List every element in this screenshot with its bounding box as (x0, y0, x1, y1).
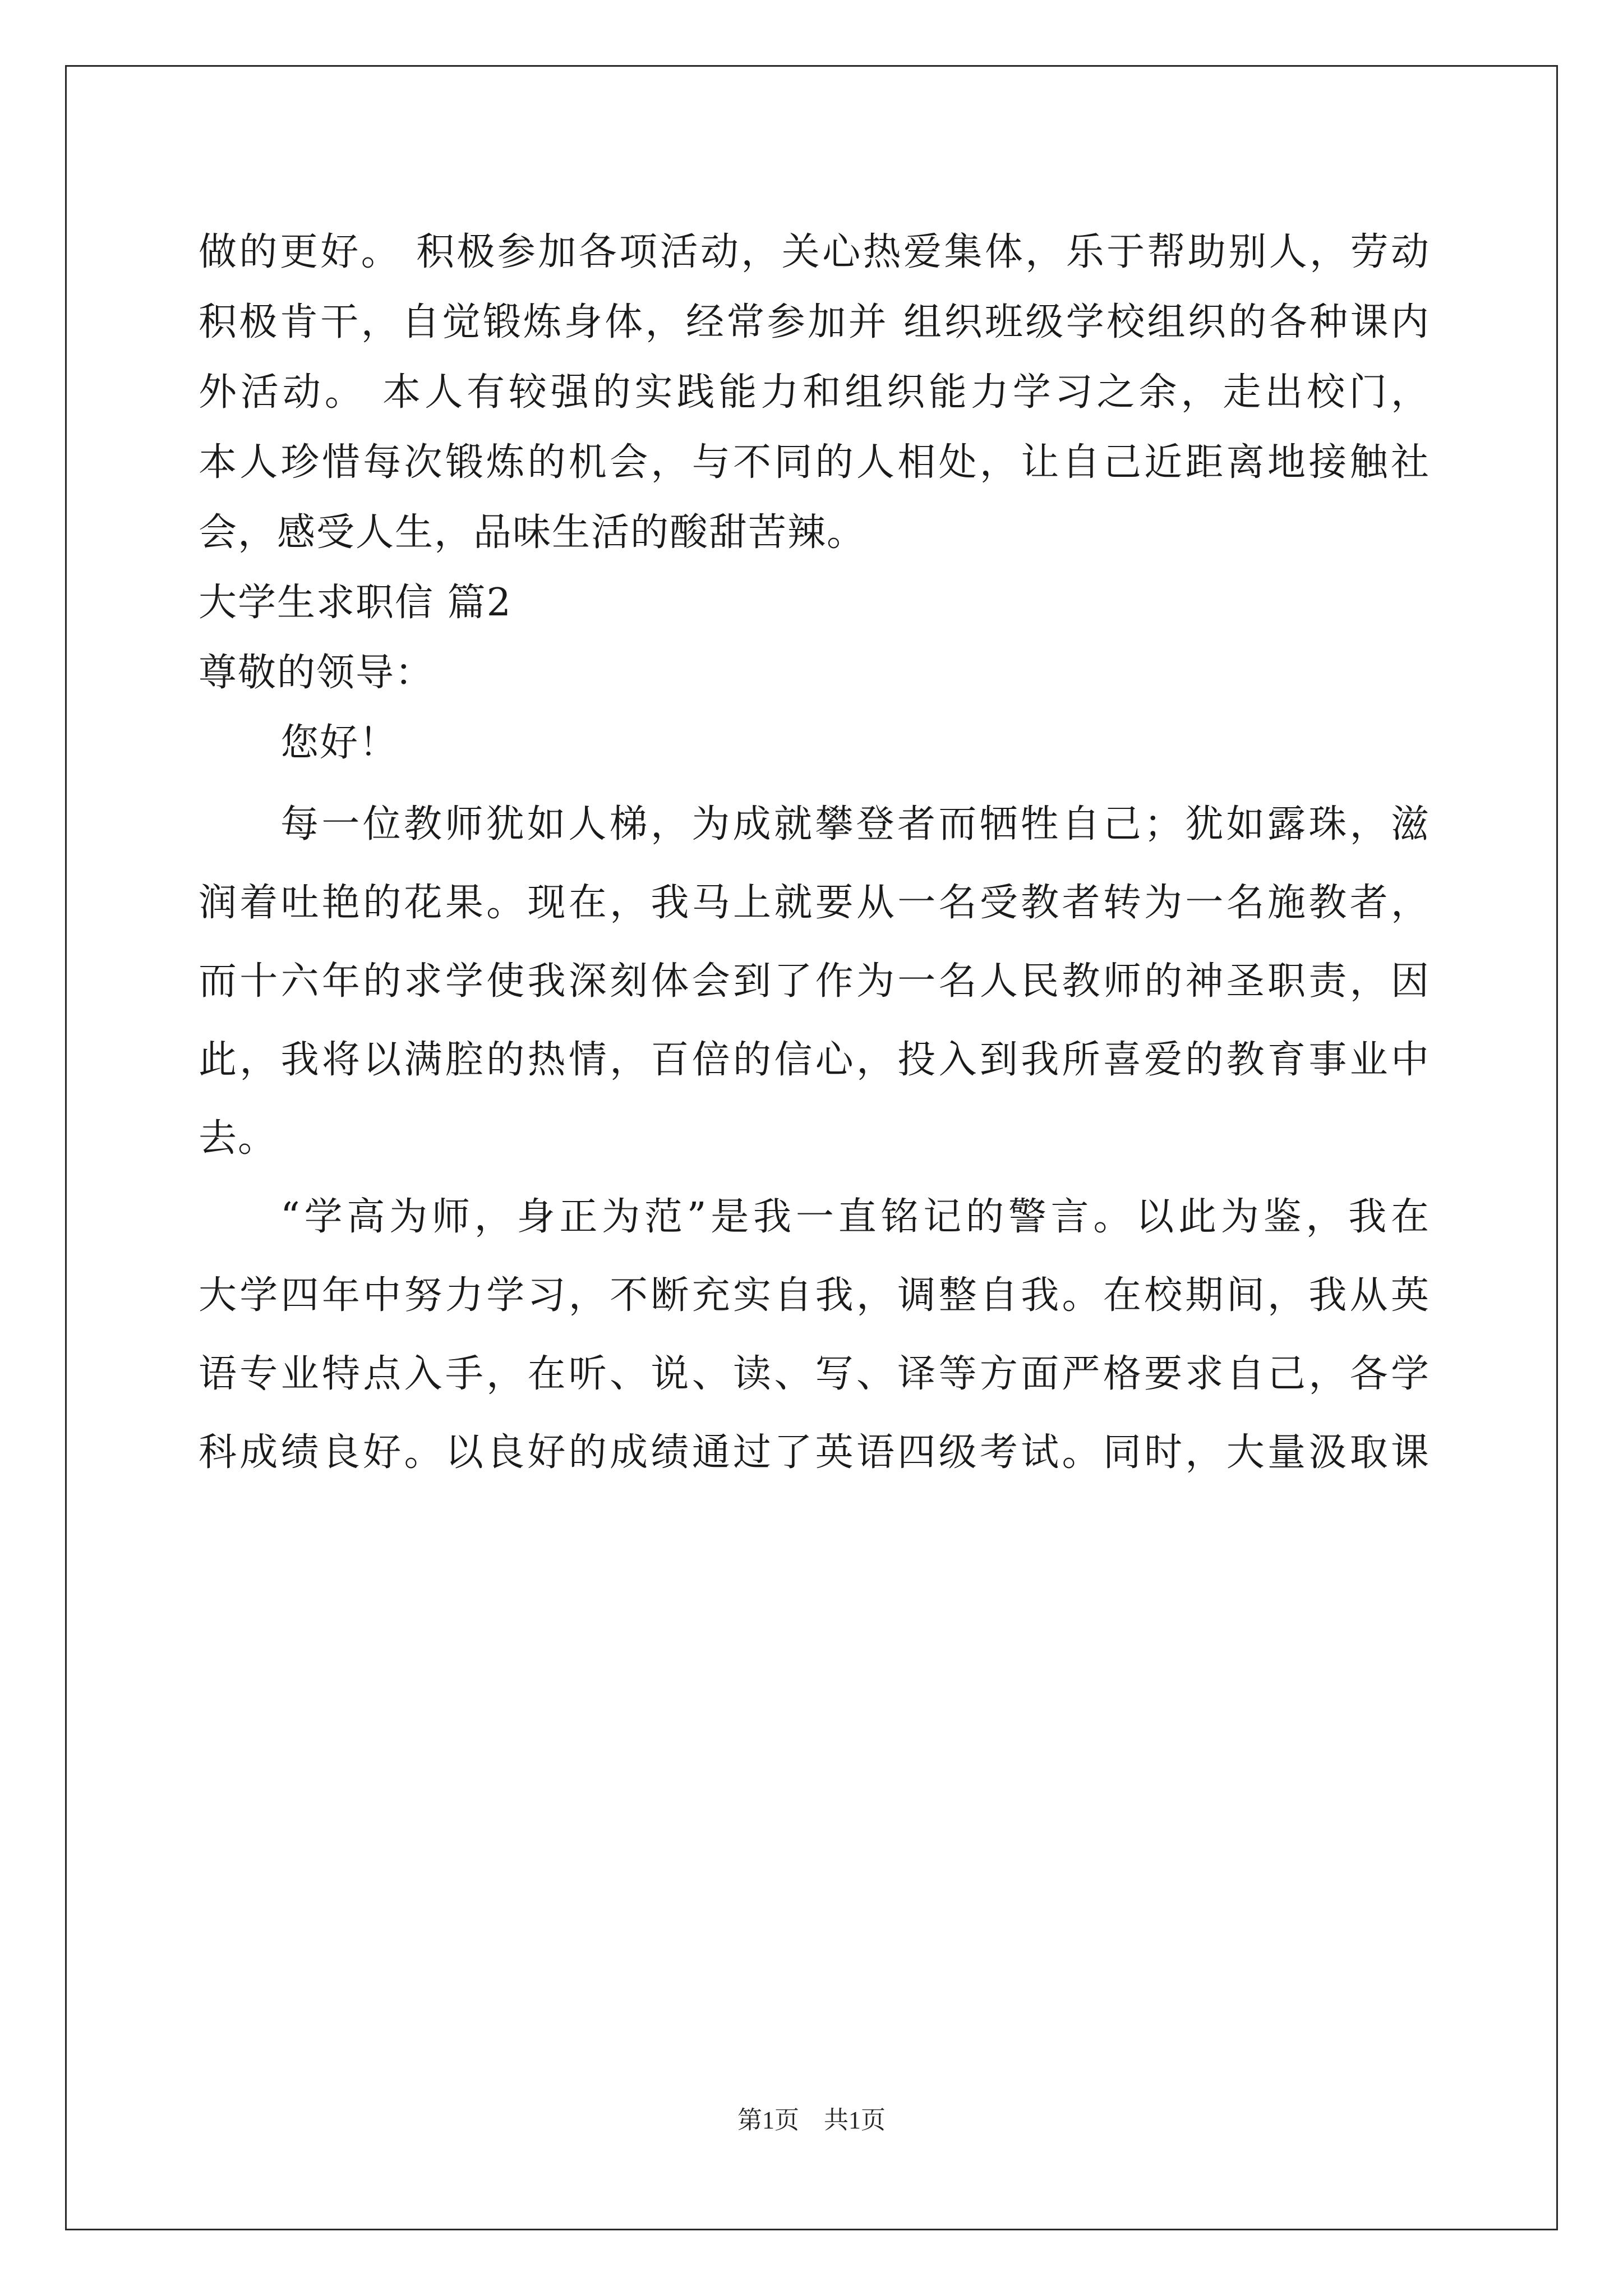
paragraph-1-line-1: 做的更好。 积极参加各项活动，关心热爱集体，乐于帮助别人，劳动 (199, 230, 1430, 274)
paragraph-2-line-4: 此，我将以满腔的热情，百倍的信心，投入到我所喜爱的教育事业中 (199, 1038, 1430, 1082)
paragraph-1-line-3: 外活动。 本人有较强的实践能力和组织能力学习之余，走出校门， (199, 370, 1430, 415)
paragraph-1-line-2: 积极肯干，自觉锻炼身体，经常参加并 组织班级学校组织的各种课内 (199, 300, 1430, 344)
paragraph-2-line-2: 润着吐艳的花果。现在，我马上就要从一名受教者转为一名施教者， (199, 881, 1430, 925)
page-footer: 第1页 共1页 (737, 2106, 886, 2134)
paragraph-2-line-1: 每一位教师犹如人梯，为成就攀登者而牺牲自己；犹如露珠，滋 (280, 802, 1430, 846)
paragraph-3-line-1: “学高为师，身正为范”是我一直铭记的警言。以此为鉴，我在 (280, 1195, 1430, 1239)
paragraph-3-line-3: 语专业特点入手，在听、说、读、写、译等方面严格要求自己，各学 (199, 1352, 1430, 1396)
paragraph-3-line-2: 大学四年中努力学习，不断充实自我，调整自我。在校期间，我从英 (199, 1273, 1430, 1318)
section-title: 大学生求职信 篇2 (199, 581, 512, 625)
greeting: 您好！ (280, 721, 399, 765)
paragraph-1-line-5: 会，感受人生，品味生活的酸甜苦辣。 (199, 510, 866, 555)
paragraph-2-line-5: 去。 (199, 1116, 278, 1161)
paragraph-1-line-4: 本人珍惜每次锻炼的机会，与不同的人相处，让自己近距离地接触社 (199, 440, 1430, 485)
salutation: 尊敬的领导： (199, 651, 435, 695)
paragraph-3-line-4: 科成绩良好。以良好的成绩通过了英语四级考试。同时，大量汲取课 (199, 1430, 1430, 1475)
paragraph-2-line-3: 而十六年的求学使我深刻体会到了作为一名人民教师的神圣职责，因 (199, 959, 1430, 1004)
